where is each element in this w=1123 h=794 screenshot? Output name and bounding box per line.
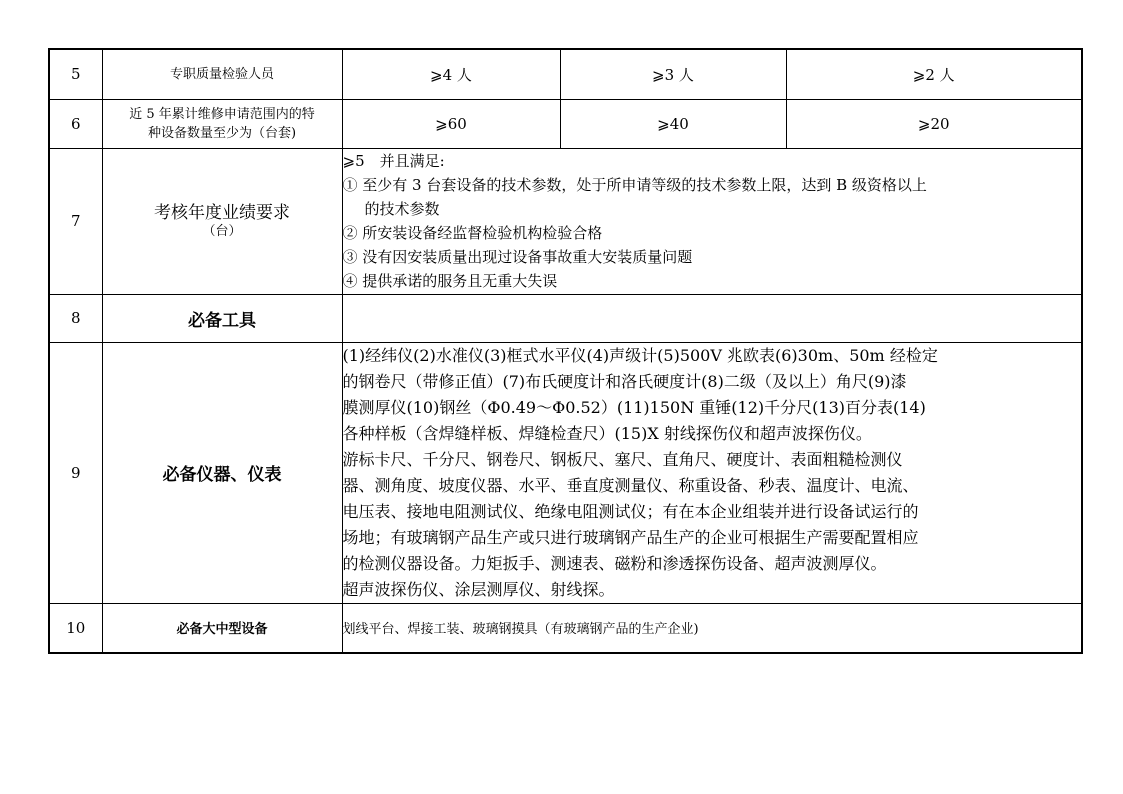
row-number: 9 — [49, 342, 102, 603]
instrument-line: 膜测厚仪(10)钢丝（Φ0.49～Φ0.52）(11)150N 重锤(12)千分尺(13)百分表(14) — [342, 397, 926, 417]
value-cell-b: ⩾3 人 — [560, 49, 786, 99]
instrument-line: 场地；有玻璃钢产品生产或只进行玻璃钢产品生产的企业可根据生产需要配置相应 — [342, 527, 919, 547]
requirement-line: ② 所安装设备经监督检验机构检验合格 — [342, 224, 603, 242]
table-row-5 — [49, 49, 1082, 99]
requirement-line: ① 至少有 3 台套设备的技术参数，处于所申请等级的技术参数上限，达到 B 级资格以上 — [342, 176, 927, 194]
value-cell-a: ⩾60 — [342, 99, 560, 148]
row-number: 6 — [49, 99, 102, 148]
instrument-line: 的检测仪器设备。力矩扳手、测速表、磁粉和渗透探伤设备、超声波测厚仪。 — [342, 553, 887, 573]
instrument-line: 电压表、接地电阻测试仪、绝缘电阻测试仪；有在本企业组装并进行设备试运行的 — [342, 501, 919, 521]
requirement-line: ④ 提供承诺的服务且无重大失误 — [342, 272, 558, 290]
instrument-line: 的钢卷尺（带修正值）(7)布氏硬度计和洛氏硬度计(8)二级（及以上）角尺(9)漆 — [342, 371, 907, 391]
row-item-label — [102, 99, 342, 148]
table-row-8 — [49, 294, 1082, 342]
row-number: 8 — [49, 294, 102, 342]
table-row-9 — [49, 342, 1082, 603]
row-number: 5 — [49, 49, 102, 99]
row-item-label: 必备仪器、仪表 — [102, 342, 342, 603]
value-cell-c: ⩾2 人 — [786, 49, 1082, 99]
performance-requirements — [342, 148, 1082, 294]
row-item-label — [102, 148, 342, 294]
value-cell-b: ⩾40 — [560, 99, 786, 148]
requirements-table — [48, 48, 1083, 654]
row-item-label: 必备大中型设备 — [102, 603, 342, 653]
requirement-line: ③ 没有因安装质量出现过设备事故重大安装质量问题 — [342, 248, 693, 266]
instrument-line: 器、测角度、坡度仪器、水平、垂直度测量仪、称重设备、秒表、温度计、电流、 — [342, 475, 919, 495]
instrument-line: 游标卡尺、千分尺、钢卷尺、钢板尺、塞尺、直角尺、硬度计、表面粗糙检测仪 — [342, 449, 903, 469]
large-equipment-content: 划线平台、焊接工装、玻璃钢摸具（有玻璃钢产品的生产企业) — [342, 603, 1082, 653]
row-item-label-unit: （台） — [202, 224, 242, 239]
instruments-content — [342, 342, 1082, 603]
tools-content — [342, 294, 1082, 342]
requirement-line: ⩾5 并且满足: — [342, 152, 445, 170]
requirement-line: 的技术参数 — [364, 200, 440, 218]
row-number: 7 — [49, 148, 102, 294]
table-row-10 — [49, 603, 1082, 653]
value-cell-c: ⩾20 — [786, 99, 1082, 148]
row-item-label: 必备工具 — [102, 294, 342, 342]
row-number: 10 — [49, 603, 102, 653]
instrument-line: (1)经纬仪(2)水准仪(3)框式水平仪(4)声级计(5)500V 兆欧表(6)30m、50m 经检定 — [342, 345, 938, 365]
row-item-label-main: 考核年度业绩要求 — [154, 203, 290, 223]
row-item-label-line-1: 近 5 年累计维修申请范围内的特 — [129, 106, 315, 122]
row-item-label-line-2: 种设备数量至少为（台套) — [147, 125, 297, 141]
table-row-7 — [49, 148, 1082, 294]
instrument-line: 超声波探伤仪、涂层测厚仪、射线探。 — [342, 579, 615, 599]
row-item-label: 专职质量检验人员 — [102, 49, 342, 99]
table-row-6 — [49, 99, 1082, 148]
requirements-table-container — [48, 48, 1081, 654]
instrument-line: 各种样板（含焊缝样板、焊缝检查尺）(15)X 射线探伤仪和超声波探伤仪。 — [342, 423, 872, 443]
value-cell-a: ⩾4 人 — [342, 49, 560, 99]
